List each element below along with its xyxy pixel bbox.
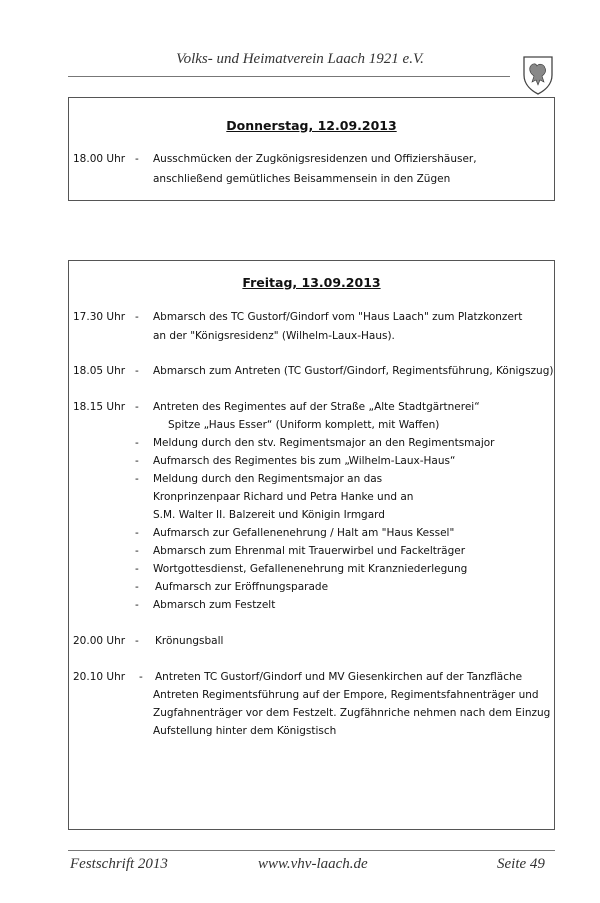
event-time: 18.15 Uhr (73, 401, 126, 413)
event-dash: - (135, 437, 139, 449)
event-line: S.M. Walter II. Balzereit und Königin Irmgard (153, 509, 385, 521)
friday-heading: Freitag, 13.09.2013 (242, 275, 381, 290)
event-line: Wortgottesdienst, Gefallenenehrung mit Kranzniederlegung (153, 563, 468, 575)
event-line: Aufmarsch des Regimentes bis zum „Wilhelm-Laux-Haus“ (153, 455, 456, 467)
event-dash: - (135, 473, 139, 485)
thursday-box (68, 97, 555, 201)
event-line: Aufstellung hinter dem Königstisch (153, 725, 337, 737)
coat-of-arms-icon (522, 55, 554, 95)
event-dash: - (135, 563, 139, 575)
event-dash: - (135, 455, 139, 467)
event-line: Aufmarsch zur Gefallenenehrung / Halt am "Haus Kessel" (153, 527, 455, 539)
event-dash: - (135, 311, 139, 323)
event-line: Antreten des Regimentes auf der Straße „Alte Stadtgärtnerei“ (153, 401, 480, 413)
event-dash: - (135, 599, 139, 611)
event-dash: - (135, 581, 139, 593)
event-dash: - (135, 527, 139, 539)
event-time: 17.30 Uhr (73, 311, 126, 323)
event-time: 20.10 Uhr (73, 671, 126, 683)
footer-website: www.vhv-laach.de (258, 856, 368, 872)
event-dash: - (139, 671, 143, 683)
thursday-line-2: anschließend gemütliches Beisammensein in den Zügen (153, 173, 451, 185)
event-dash: - (135, 401, 139, 413)
event-line: Meldung durch den Regimentsmajor an das (153, 473, 383, 485)
event-time: 20.00 Uhr (73, 635, 126, 647)
event-dash: - (135, 545, 139, 557)
event-line: Abmarsch des TC Gustorf/Gindorf vom "Haus Laach" zum Platzkonzert (153, 311, 523, 323)
event-line: Aufmarsch zur Eröffnungsparade (155, 581, 329, 593)
thursday-line-1: Ausschmücken der Zugkönigsresidenzen und Offiziershäuser, (153, 153, 477, 165)
event-line: Kronprinzenpaar Richard und Petra Hanke und an (153, 491, 414, 503)
event-time: 18.05 Uhr (73, 365, 126, 377)
event-line: Meldung durch den stv. Regimentsmajor an den Regimentsmajor (153, 437, 495, 449)
footer-left: Festschrift 2013 (70, 856, 168, 872)
footer-page-number: Seite 49 (497, 856, 545, 872)
event-line: Krönungsball (155, 635, 224, 647)
event-dash: - (135, 635, 139, 647)
header-title: Volks- und Heimatverein Laach 1921 e.V. (176, 51, 424, 67)
event-line: Antreten TC Gustorf/Gindorf und MV Giesenkirchen auf der Tanzfläche (155, 671, 523, 683)
event-line: Spitze „Haus Esser“ (Uniform komplett, mit Waffen) (168, 419, 440, 431)
friday-box (68, 260, 555, 830)
event-line: Abmarsch zum Antreten (TC Gustorf/Gindorf, Regimentsführung, Königszug) (153, 365, 554, 377)
event-line: Antreten Regimentsführung auf der Empore, Regimentsfahnenträger und (153, 689, 539, 701)
thursday-dash: - (135, 153, 139, 165)
thursday-heading: Donnerstag, 12.09.2013 (226, 118, 397, 133)
event-line: Abmarsch zum Ehrenmal mit Trauerwirbel und Fackelträger (153, 545, 466, 557)
event-line: Abmarsch zum Festzelt (153, 599, 276, 611)
event-line: an der "Königsresidenz" (Wilhelm-Laux-Haus). (153, 330, 395, 342)
thursday-time: 18.00 Uhr (73, 153, 126, 165)
footer-rule (68, 850, 555, 851)
event-dash: - (135, 365, 139, 377)
event-line: Zugfahnenträger vor dem Festzelt. Zugfähnriche nehmen nach dem Einzug (153, 707, 551, 719)
header-rule (68, 76, 510, 77)
